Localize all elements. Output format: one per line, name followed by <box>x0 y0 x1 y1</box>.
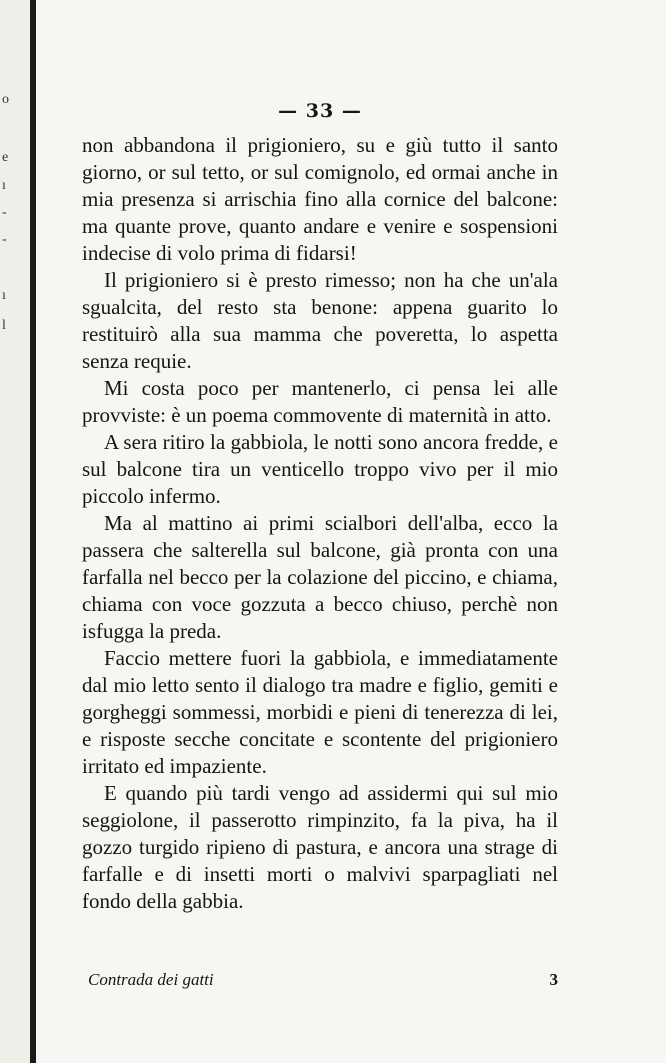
book-spine-shadow <box>30 0 36 1063</box>
book-title-signature: Contrada dei gatti <box>88 970 214 989</box>
margin-char: - <box>2 232 7 247</box>
left-margin-strip <box>0 0 30 1063</box>
paragraph: Il prigioniero si è presto rimesso; non ha che un'ala sgualcita, del resto sta benone: appena guarito lo restituirò alla sua mamma che poveretta, lo aspetta senza requie. <box>82 268 558 373</box>
paragraph: A sera ritiro la gabbiola, le notti sono ancora fredde, e sul balcone tira un venticello troppo vivo per il mio piccolo infermo. <box>82 430 558 508</box>
gathering-signature: 3 <box>549 970 558 989</box>
margin-char: o <box>2 92 9 107</box>
paragraph: E quando più tardi vengo ad assidermi qui sul mio seggiolone, il passerotto rimpinzito, fa la piva, ha il gozzo turgido ripieno di pastura, e ancora una strage di farfalle e di insetti morti o malvivi sparpagliati nel fondo della gabbia. <box>82 781 558 913</box>
page-body <box>82 100 558 915</box>
paragraph: Ma al mattino ai primi scialbori dell'alba, ecco la passera che salterella sul balcone, già pronta con una farfalla nel becco per la colazione del piccino, e chiama, chiama con voce gozzuta a becco chiuso, perchè non isfugga la preda. <box>82 511 558 643</box>
margin-char: e <box>2 150 9 165</box>
paragraph: Mi costa poco per mantenerlo, ci pensa lei alle provviste: è un poema commovente di maternità in atto. <box>82 376 558 427</box>
margin-char: ı <box>2 288 6 303</box>
page-number: — 33 — <box>278 100 362 122</box>
paragraph: Faccio mettere fuori la gabbiola, e immediatamente dal mio letto sento il dialogo tra madre e figlio, gemiti e gorgheggi sommessi, morbidi e pieni di tenerezza di lei, e risposte secche concitate e scontente del prigioniero irritato ed impaziente. <box>82 646 558 778</box>
paragraph: non abbandona il prigioniero, su e giù tutto il santo giorno, or sul tetto, or sul comignolo, ed ormai anche in mia presenza si arrischia fino alla cornice del balcone: ma quante prove, quanto andare e venire e sospensioni indecise di volo prima di fidarsi! <box>82 133 558 265</box>
margin-char: ı <box>2 178 6 193</box>
page-footer <box>88 970 558 990</box>
margin-char: l <box>2 318 6 333</box>
margin-char: - <box>2 205 7 220</box>
